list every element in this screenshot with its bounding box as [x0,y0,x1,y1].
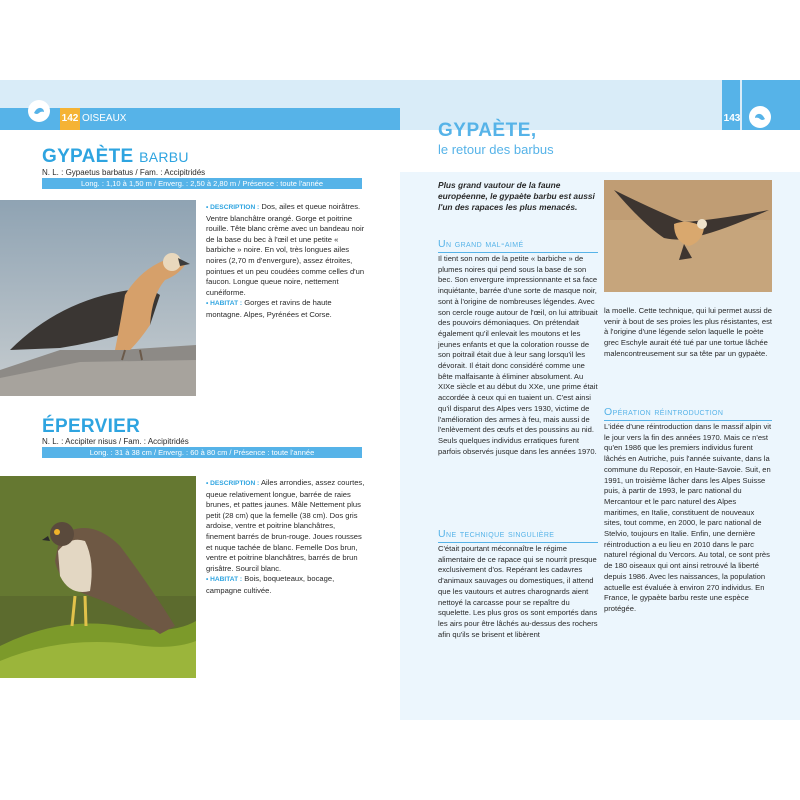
species-latin-name: N. L. : Accipiter nisus / Fam. : Accipitridés [42,437,189,446]
left-page [0,80,400,720]
bird-icon [749,106,771,128]
section-label: OISEAUX [82,113,127,124]
page-number-left: 142 [60,108,80,130]
page-number-right: 143 [723,113,741,124]
section-text-technique-continued: la moelle. Cette technique, qui lui permet aussi de venir à bout de ses proies les plus résistantes, est à l'origine d'une légende selon laquelle le poète grec Eschyle aurait été tué par une tortue lâchée malencontreusement sur sa tête par un gypaète. [604,306,773,358]
section-heading-reintroduction: Opération réintroduction [604,406,772,421]
species-latin-name: N. L. : Gypaetus barbatus / Fam. : Accipitridés [42,168,206,177]
article-lede: Plus grand vautour de la faune européenne, le gypaète barbu est aussi l'un des rapaces les plus menacés. [438,180,595,213]
left-header [0,80,400,130]
section-heading-technique: Une technique singulière [438,528,598,543]
epervier-photo [0,476,196,678]
habitat-label: • HABITAT : [206,300,243,308]
gypaete-photo [0,200,196,396]
gypaete-description [206,202,366,321]
description-text: Dos, ailes et queue noirâtres. Ventre blanchâtre orangé. Gorge et poitrine rouille. Tête blanc crème avec un bandeau noir de la base du bec à l'œil et une petite « barbiche » noire. En vol, très longues ailes noires (2,70 m d'envergure), assez étroites, pointues et un peu coudées comme celles d'un faucon. Longue queue noire, nettement cunéiforme. [206,202,365,297]
section-heading-mal-aime: Un grand mal-aimé [438,238,598,253]
species-title-main: GYPAÈTE [42,146,134,167]
bird-icon [28,100,50,122]
habitat-paragraph [206,298,366,320]
species-measurements-bar: Long. : 31 à 38 cm / Enverg. : 60 à 80 cm / Présence : toute l'année [42,447,362,458]
habitat-text: Gorges et ravins de haute montagne. Alpes, Pyrénées et Corse. [206,298,332,319]
description-paragraph [206,202,366,298]
book-spread [0,80,800,720]
section-text-mal-aime: Il tient son nom de la petite « barbiche » de plumes noires qui pend sous la base de son bec. Son envergure impressionnante et sa face inquiétante, barrée d'une sorte de masque noir, sont à l'origine de nombreuses légendes. Avec son cercle rouge autour de l'œil, on lui attribuait des pouvoirs démoniaques. On prétendait également qu'il enlevait les moutons et les jeunes enfants et que la coloration rousse de son poitrail était due à leur sang lorsqu'il les dévorait. Il était donc considéré comme une bête malfaisante à éliminer absolument. Au XIXe siècle et au début du XXe, une prime était accordée à ceux qui en tuaient un. C'est ainsi qu'il disparut des Alpes vers 1930, victime de l'amélioration des armes à feu, mais aussi de l'enlèvement des œufs et des poussins au nid. Seuls quelques individus erratiques furent parfois observés jusque dans les années 1970. [438,254,598,456]
article-subtitle: le retour des barbus [438,142,554,157]
right-page [400,80,800,720]
species-title-gypaete [42,146,189,168]
epervier-description [206,478,366,597]
species-title-sub: BARBU [139,149,189,165]
gypaete-flight-photo [604,180,772,292]
description-paragraph [206,478,366,574]
species-measurements-bar: Long. : 1,10 à 1,50 m / Enverg. : 2,50 à 2,80 m / Présence : toute l'année [42,178,362,189]
description-label: • DESCRIPTION : [206,480,260,487]
species-title-epervier [42,416,140,438]
article-title: GYPAÈTE, [438,120,537,141]
description-label: • DESCRIPTION : [206,204,260,211]
habitat-text: Bois, boqueteaux, bocage, campagne cultivée. [206,574,335,595]
section-text-reintroduction: L'idée d'une réintroduction dans le massif alpin vit le jour vers la fin des années 1970. Mais ce n'est qu'en 1986 que les premiers individus furent lâchés en Autriche, puis l'année suivante, dans la commune du Reposoir, en Haute-Savoie. Suit, en 1991, un troisième lâcher dans les Alpes Suisse puis, à partir de 1993, le parc national du Mercantour et le parc naturel des Alpes maritimes, en Italie, constituent de nouveaux sites, tout comme, en 2000, le parc national de Stelvio, toujours en Italie. Enfin, une dernière réintroduction a eu lieu en 2010 dans le parc naturel régional du Vercors. Au total, ce sont près de 180 oiseaux qui ont ainsi retrouvé la liberté depuis 1986. Avec les naissances, la population actuelle est évaluée à environ 270 individus. En France, le gypaète barbu reste une espèce protégée. [604,422,772,613]
species-title-main: ÉPERVIER [42,416,141,437]
habitat-label: • HABITAT : [206,576,243,584]
description-text: Ailes arrondies, assez courtes, queue relativement longue, barrée de raies brunes, et pattes jaunes. Mâle Nettement plus petit (28 cm) que la femelle (38 cm). Dos gris ardoise, ventre et poitrine blanchâtres, finement barrés de brun-rouge. Joues rousses et nuque tachée de blanc. Femelle Dos brun, ventre et poitrine blanchâtres, barrés de brun grisâtre. Sourcil blanc. [206,478,365,573]
habitat-paragraph [206,574,366,596]
section-text-technique: C'était pourtant méconnaître le régime alimentaire de ce rapace qui se nourrit presque exclusivement d'os. Repérant les cadavres d'animaux sauvages ou domestiques, il attend que les vautours et autres charognards aient nettoyé la carcasse pour se repaître du squelette. Les plus gros os sont emportés dans les airs pour être lâchés au-dessus des rochers afin qu'ils se brisent et libèrent [438,544,598,639]
